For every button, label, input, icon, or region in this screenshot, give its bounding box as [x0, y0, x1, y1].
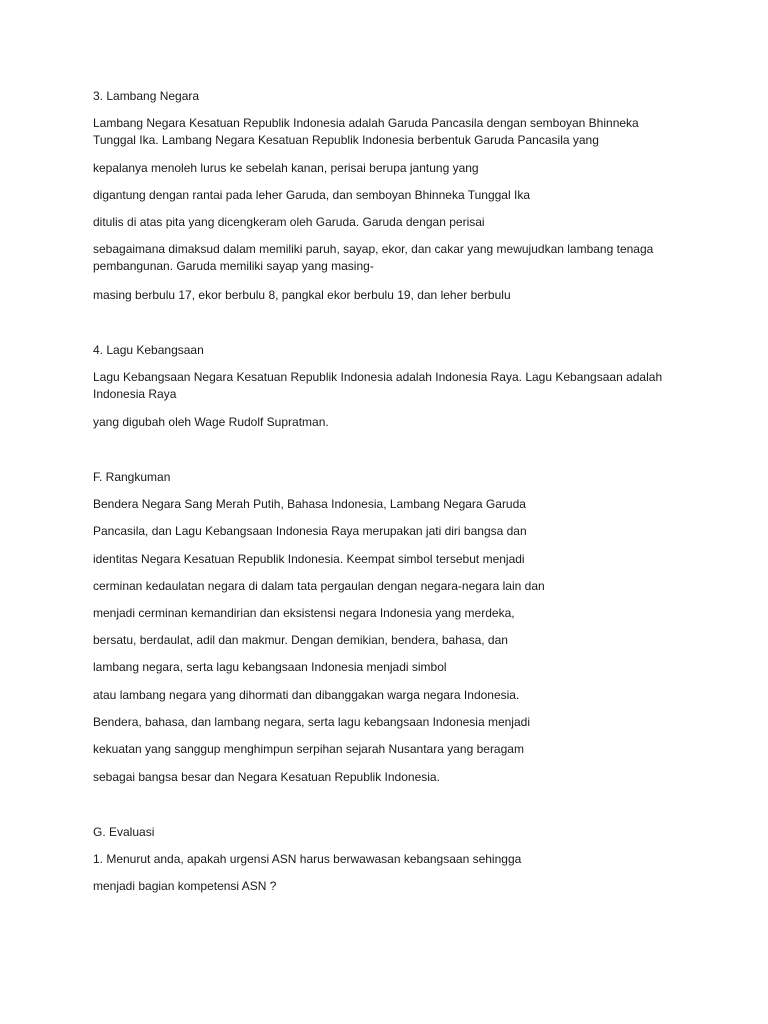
- paragraph-line: sebagai bangsa besar dan Negara Kesatuan Republik Indonesia.: [93, 770, 440, 784]
- section-heading-evaluasi: G. Evaluasi: [93, 825, 155, 839]
- paragraph-line: menjadi cerminan kemandirian dan eksistensi negara Indonesia yang merdeka,: [93, 606, 515, 620]
- paragraph-line: kepalanya menoleh lurus ke sebelah kanan, perisai berupa jantung yang: [93, 161, 479, 175]
- paragraph-line: Lagu Kebangsaan Negara Kesatuan Republik Indonesia adalah Indonesia Raya. Lagu Kebangsaan adalah Indonesia Raya: [93, 370, 663, 401]
- paragraph-line: atau lambang negara yang dihormati dan dibanggakan warga negara Indonesia.: [93, 688, 520, 702]
- paragraph-line: identitas Negara Kesatuan Republik Indonesia. Keempat simbol tersebut menjadi: [93, 552, 525, 566]
- paragraph-line: kekuatan yang sanggup menghimpun serpihan sejarah Nusantara yang beragam: [93, 742, 524, 756]
- paragraph-line: Bendera Negara Sang Merah Putih, Bahasa Indonesia, Lambang Negara Garuda: [93, 497, 526, 511]
- section-heading-lagu-kebangsaan: 4. Lagu Kebangsaan: [93, 343, 204, 357]
- paragraph-line: sebagaimana dimaksud dalam memiliki paruh, sayap, ekor, dan cakar yang mewujudkan lambang tenaga pembangunan. Garuda memiliki sayap yang masing-: [93, 242, 654, 273]
- paragraph-line: masing berbulu 17, ekor berbulu 8, pangkal ekor berbulu 19, dan leher berbulu: [93, 288, 511, 302]
- paragraph-line: yang digubah oleh Wage Rudolf Supratman.: [93, 415, 329, 429]
- paragraph-line: lambang negara, serta lagu kebangsaan Indonesia menjadi simbol: [93, 660, 447, 674]
- paragraph-line: ditulis di atas pita yang dicengkeram oleh Garuda. Garuda dengan perisai: [93, 215, 485, 229]
- section-heading-rangkuman: F. Rangkuman: [93, 470, 171, 484]
- paragraph-line: Bendera, bahasa, dan lambang negara, serta lagu kebangsaan Indonesia menjadi: [93, 715, 530, 729]
- paragraph-line: Lambang Negara Kesatuan Republik Indonesia adalah Garuda Pancasila dengan semboyan Bhinneka Tunggal Ika. Lambang Negara Kesatuan Republik Indonesia berbentuk Garuda Pancasila yang: [93, 116, 639, 147]
- paragraph-line: digantung dengan rantai pada leher Garuda, dan semboyan Bhinneka Tunggal Ika: [93, 188, 530, 202]
- section-heading-lambang-negara: 3. Lambang Negara: [93, 89, 200, 103]
- question-line: 1. Menurut anda, apakah urgensi ASN harus berwawasan kebangsaan sehingga: [93, 852, 522, 866]
- question-line: menjadi bagian kompetensi ASN ?: [93, 879, 277, 893]
- paragraph-line: bersatu, berdaulat, adil dan makmur. Dengan demikian, bendera, bahasa, dan: [93, 633, 508, 647]
- paragraph-line: cerminan kedaulatan negara di dalam tata pergaulan dengan negara-negara lain dan: [93, 579, 545, 593]
- paragraph-line: Pancasila, dan Lagu Kebangsaan Indonesia Raya merupakan jati diri bangsa dan: [93, 524, 527, 538]
